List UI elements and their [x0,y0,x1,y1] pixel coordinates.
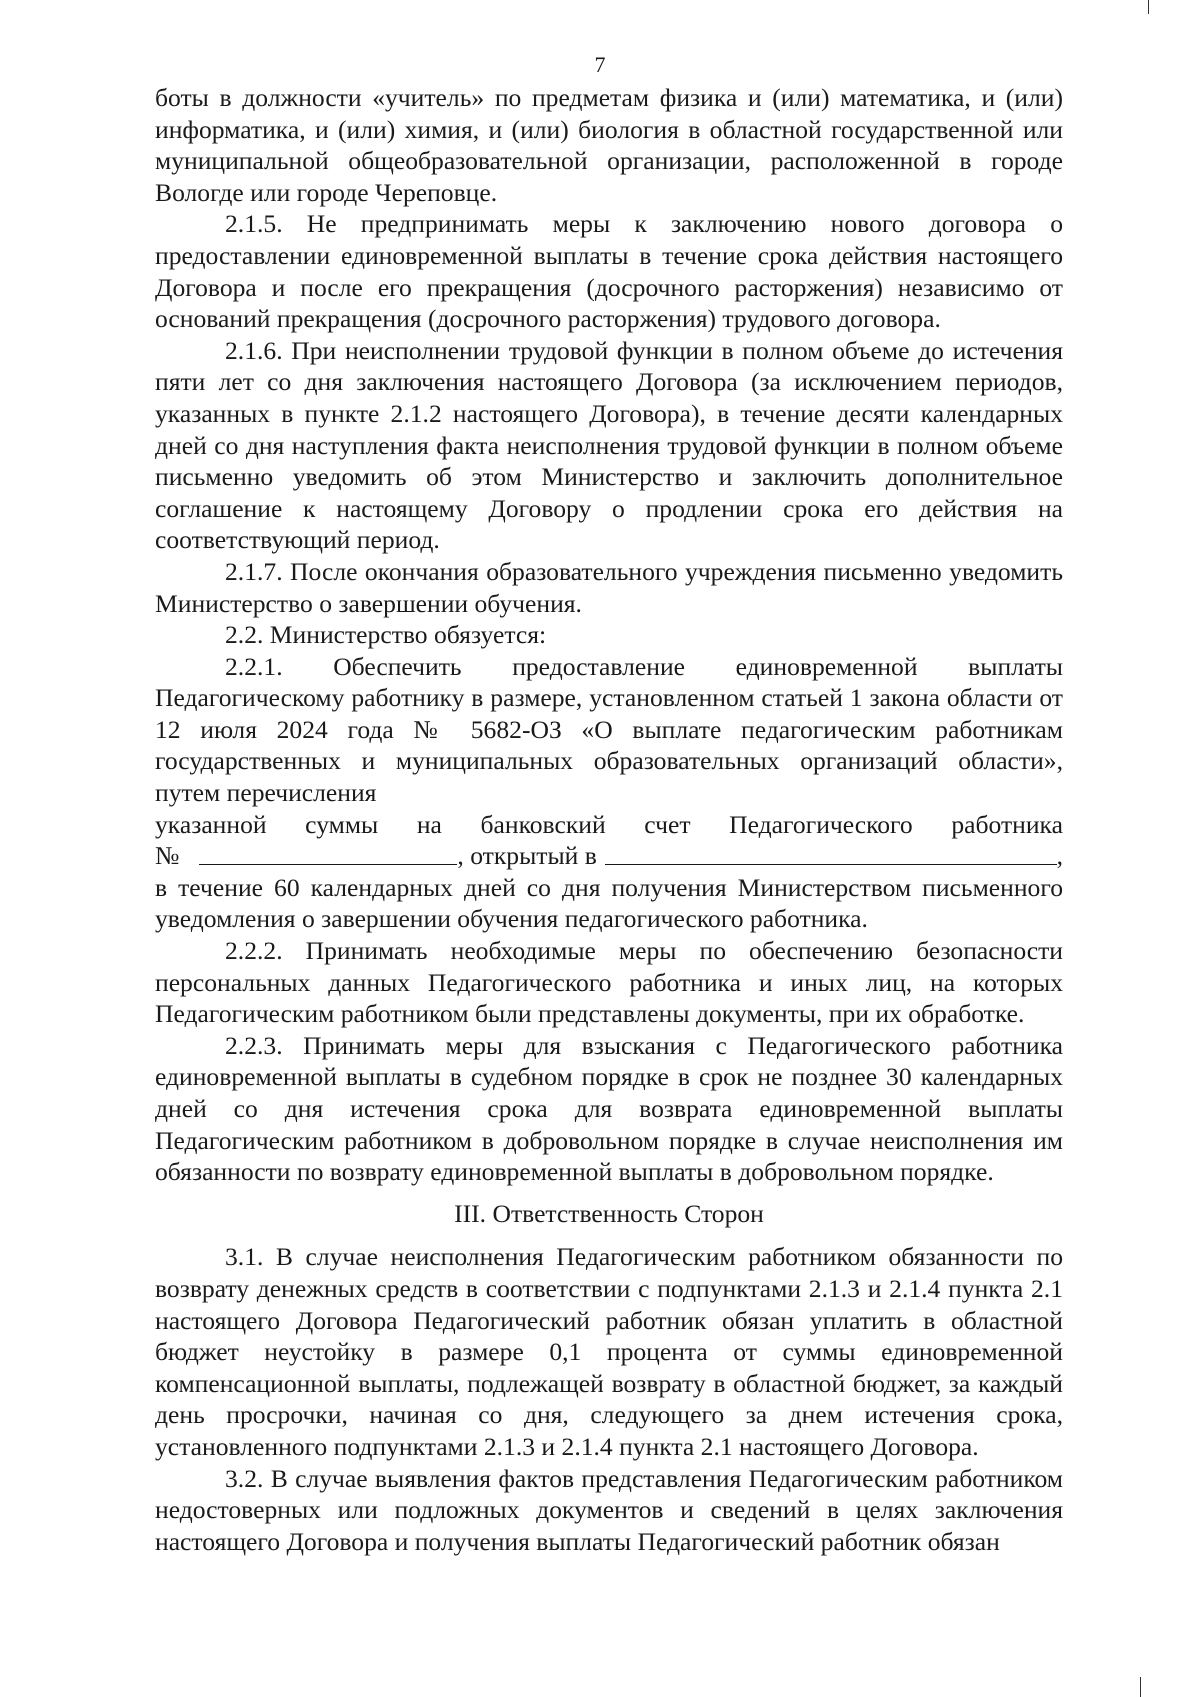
word: банковский [480,809,606,839]
paragraph-2-1-5: 2.1.5. Не предпринимать меры к заключению нового договора о предоставлении единовременной выплаты в течение срока действия настоящего Договора и после его прекращения (досрочного расторжения) независимо от оснований прекращения (досрочного расторжения) трудового договора. [155,209,1063,334]
paragraph-2-1-6: 2.1.6. При неисполнении трудовой функции в полном объеме до истечения пяти лет со дня заключения настоящего Договора (за исключением периодов, указанных в пункте 2.1.2 настоящего Договора), в течение десяти календарных дней со дня наступления факта неисполнения трудовой функции в полном объеме письменно уведомить об этом Министерство и заключить дополнительное соглашение к настоящему Договору о продлении срока его действия на соответствующий период. [155,335,1063,555]
section-heading-3: III. Ответственность Сторон [454,1198,764,1228]
account-number-blank[interactable] [199,864,457,865]
number-sign: № [155,841,180,871]
word: Педагогического [729,809,913,839]
paragraph-2-2-1-continued: в течение 60 календарных дней со дня получения Министерством письменного уведомления о завершении обучения педагогического работника. [155,872,1063,934]
paragraph-2-2-2: 2.2.2. Принимать необходимые меры по обеспечению безопасности персональных данных Педагогического работника и иных лиц, на которых Педагогическим работником были представлены документы, при их обработке. [155,936,1063,1029]
trailing-comma: , [1056,841,1063,871]
paragraph-2-2-3: 2.2.3. Принимать меры для взыскания с Педагогического работника единовременной выплаты в судебном порядке в срок не позднее 30 календарных дней со дня истечения срока для возврата единовременной выплаты Педагогическим работником в добровольном порядке в случае неисполнения им обязанности по возврату единовременной выплаты в добровольном порядке. [155,1030,1063,1187]
word: на [416,809,442,839]
account-fill-line [155,840,1063,872]
bank-name-blank[interactable] [605,864,1057,865]
scan-mark-bottom-right [1140,1677,1141,1697]
paragraph-continuation: боты в должности «учитель» по предметам физика и (или) математика, и (или) информатика, и (или) химия, и (или) биология в областной государственной или муниципальной общеобразовательной организации, расположенной в городе Вологде или городе Череповце. [155,83,1063,207]
page-number: 7 [594,52,606,77]
document-body [155,82,1063,1557]
paragraph-2-2-1: 2.2.1. Обеспечить предоставление единовременной выплаты Педагогическому работнику в размере, установленном статьей 1 закона области от 12 июля 2024 года № 5682-ОЗ «О выплате педагогическим работникам государственных и муниципальных образовательных организаций области», путем перечисления [155,651,1063,808]
bank-account-line [155,809,1063,841]
paragraph-2-1-7: 2.1.7. После окончания образовательного учреждения письменно уведомить Министерство о завершении обучения. [155,556,1063,618]
word: работника [951,809,1063,839]
word: счет [644,809,691,839]
paragraph-3-2: 3.2. В случае выявления фактов представления Педагогическим работником недостоверных или подложных документов и сведений в целях заключения настоящего Договора и получения выплаты Педагогический работник обязан [155,1463,1063,1556]
word: суммы [305,809,379,839]
paragraph-2-2: 2.2. Министерство обязуется: [225,620,547,650]
opened-in-label: , открытый в [457,841,597,871]
word: указанной [155,809,267,839]
paragraph-3-1: 3.1. В случае неисполнения Педагогическим работником обязанности по возврату денежных средств в соответствии с подпунктами 2.1.3 и 2.1.4 пункта 2.1 настоящего Договора Педагогический работник обязан уплатить в областной бюджет неустойку в размере 0,1 процента от суммы единовременной компенсационной выплаты, подлежащей возврату в областной бюджет, за каждый день просрочки, начиная со дня, следующего за днем истечения срока, установленного подпунктами 2.1.3 и 2.1.4 пункта 2.1 настоящего Договора. [155,1242,1063,1461]
scan-mark-top-right [1148,0,1149,14]
